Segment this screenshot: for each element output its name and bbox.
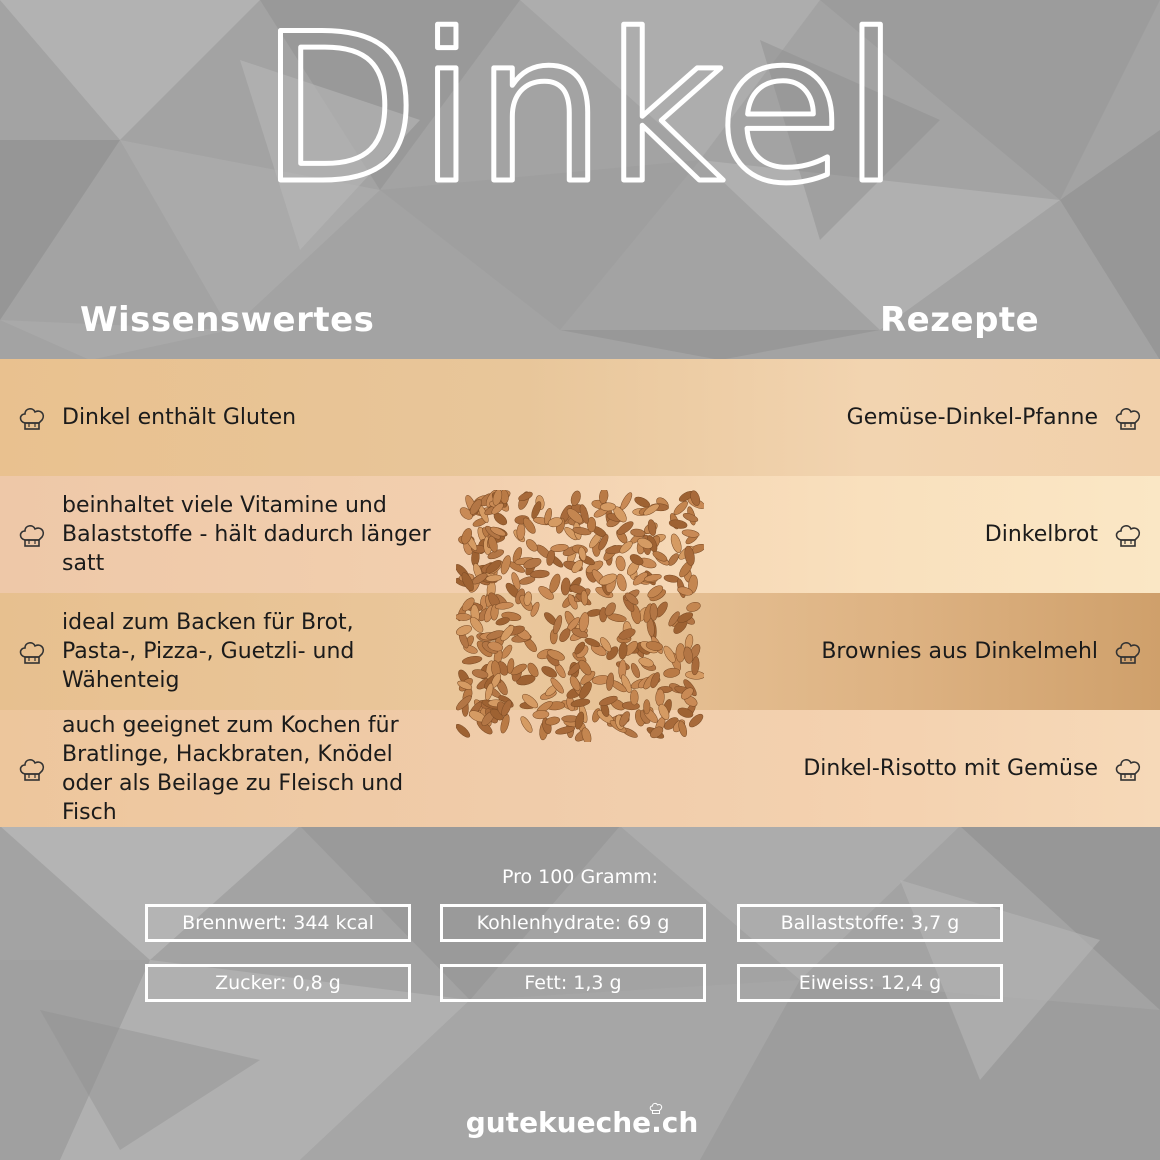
spelt-grain-photo <box>456 490 704 742</box>
nutrition-value: Fett: 1,3 g <box>440 964 706 1002</box>
recipe-link[interactable]: Gemüse-Dinkel-Pfanne <box>846 405 1098 430</box>
grain-kernel <box>650 603 658 620</box>
fact-text: auch geeignet zum Kochen für Bratlinge, Hackbraten, Knödel oder als Beilage zu Fleisch und Fisch <box>62 712 404 825</box>
recipe-link[interactable]: Brownies aus Dinkelmehl <box>821 639 1098 664</box>
page-title <box>0 0 1160 200</box>
nutrition-label: Pro 100 Gramm: <box>501 866 659 888</box>
grain-kernel <box>644 700 651 715</box>
fact-item <box>16 359 456 476</box>
grain-kernel <box>655 689 664 706</box>
grain-kernel <box>630 690 638 705</box>
grain-kernel <box>618 642 628 660</box>
chef-hat-icon <box>16 519 48 551</box>
grain-kernel <box>530 500 543 519</box>
section-heading-rezepte: Rezepte <box>880 300 1040 340</box>
grain-kernel <box>560 578 570 596</box>
section-heading-wissenswertes: Wissenswertes <box>80 300 375 340</box>
svg-text:gutekueche.ch: gutekueche.ch <box>465 1106 699 1139</box>
fact-item <box>16 476 456 593</box>
nutrition-value: Ballaststoffe: 3,7 g <box>737 904 1003 942</box>
grain-kernel <box>619 491 634 511</box>
grain-kernel <box>605 672 614 691</box>
grain-kernel <box>456 613 471 620</box>
brand-logo[interactable] <box>0 1100 1160 1148</box>
chef-hat-icon <box>1112 753 1144 785</box>
chef-hat-icon <box>16 636 48 668</box>
nutrition-value: Zucker: 0,8 g <box>145 964 411 1002</box>
fact-text: Dinkel enthält Gluten <box>62 405 297 430</box>
recipe-link[interactable]: Dinkel-Risotto mit Gemüse <box>803 756 1098 781</box>
recipe-link[interactable]: Dinkelbrot <box>984 522 1098 547</box>
grain-kernel <box>668 518 687 529</box>
grain-kernel <box>456 722 472 739</box>
chef-hat-icon <box>1112 636 1144 668</box>
grain-kernel <box>615 555 627 571</box>
fact-text: beinhaltet viele Vitamine und Balaststoffe - hält dadurch länger satt <box>62 493 431 576</box>
chef-hat-icon <box>1112 402 1144 434</box>
svg-text:Dinkel: Dinkel <box>260 0 900 200</box>
chef-hat-icon <box>1112 519 1144 551</box>
grain-kernel <box>629 662 641 679</box>
nutrition-value: Brennwert: 344 kcal <box>145 904 411 942</box>
nutrition-value: Kohlenhydrate: 69 g <box>440 904 706 942</box>
grain-kernel <box>569 490 582 507</box>
grain-kernel <box>600 503 616 511</box>
recipe-item[interactable] <box>584 359 1144 476</box>
chef-hat-icon <box>16 753 48 785</box>
fact-item <box>16 710 456 827</box>
grain-kernel <box>462 655 483 666</box>
grain-kernel <box>630 528 645 537</box>
nutrition-value: Eiweiss: 12,4 g <box>737 964 1003 1002</box>
grain-kernel <box>685 601 701 614</box>
grain-kernel <box>533 710 550 720</box>
fact-text: ideal zum Backen für Brot, Pasta-, Pizza-, Guetzli- und Wähenteig <box>62 610 355 693</box>
grain-kernel <box>570 698 590 709</box>
grain-kernel <box>615 573 628 592</box>
fact-item <box>16 593 456 710</box>
chef-hat-icon <box>16 402 48 434</box>
grain-kernel <box>681 529 699 539</box>
grain-kernel <box>519 715 535 734</box>
grain-kernel <box>669 533 683 554</box>
